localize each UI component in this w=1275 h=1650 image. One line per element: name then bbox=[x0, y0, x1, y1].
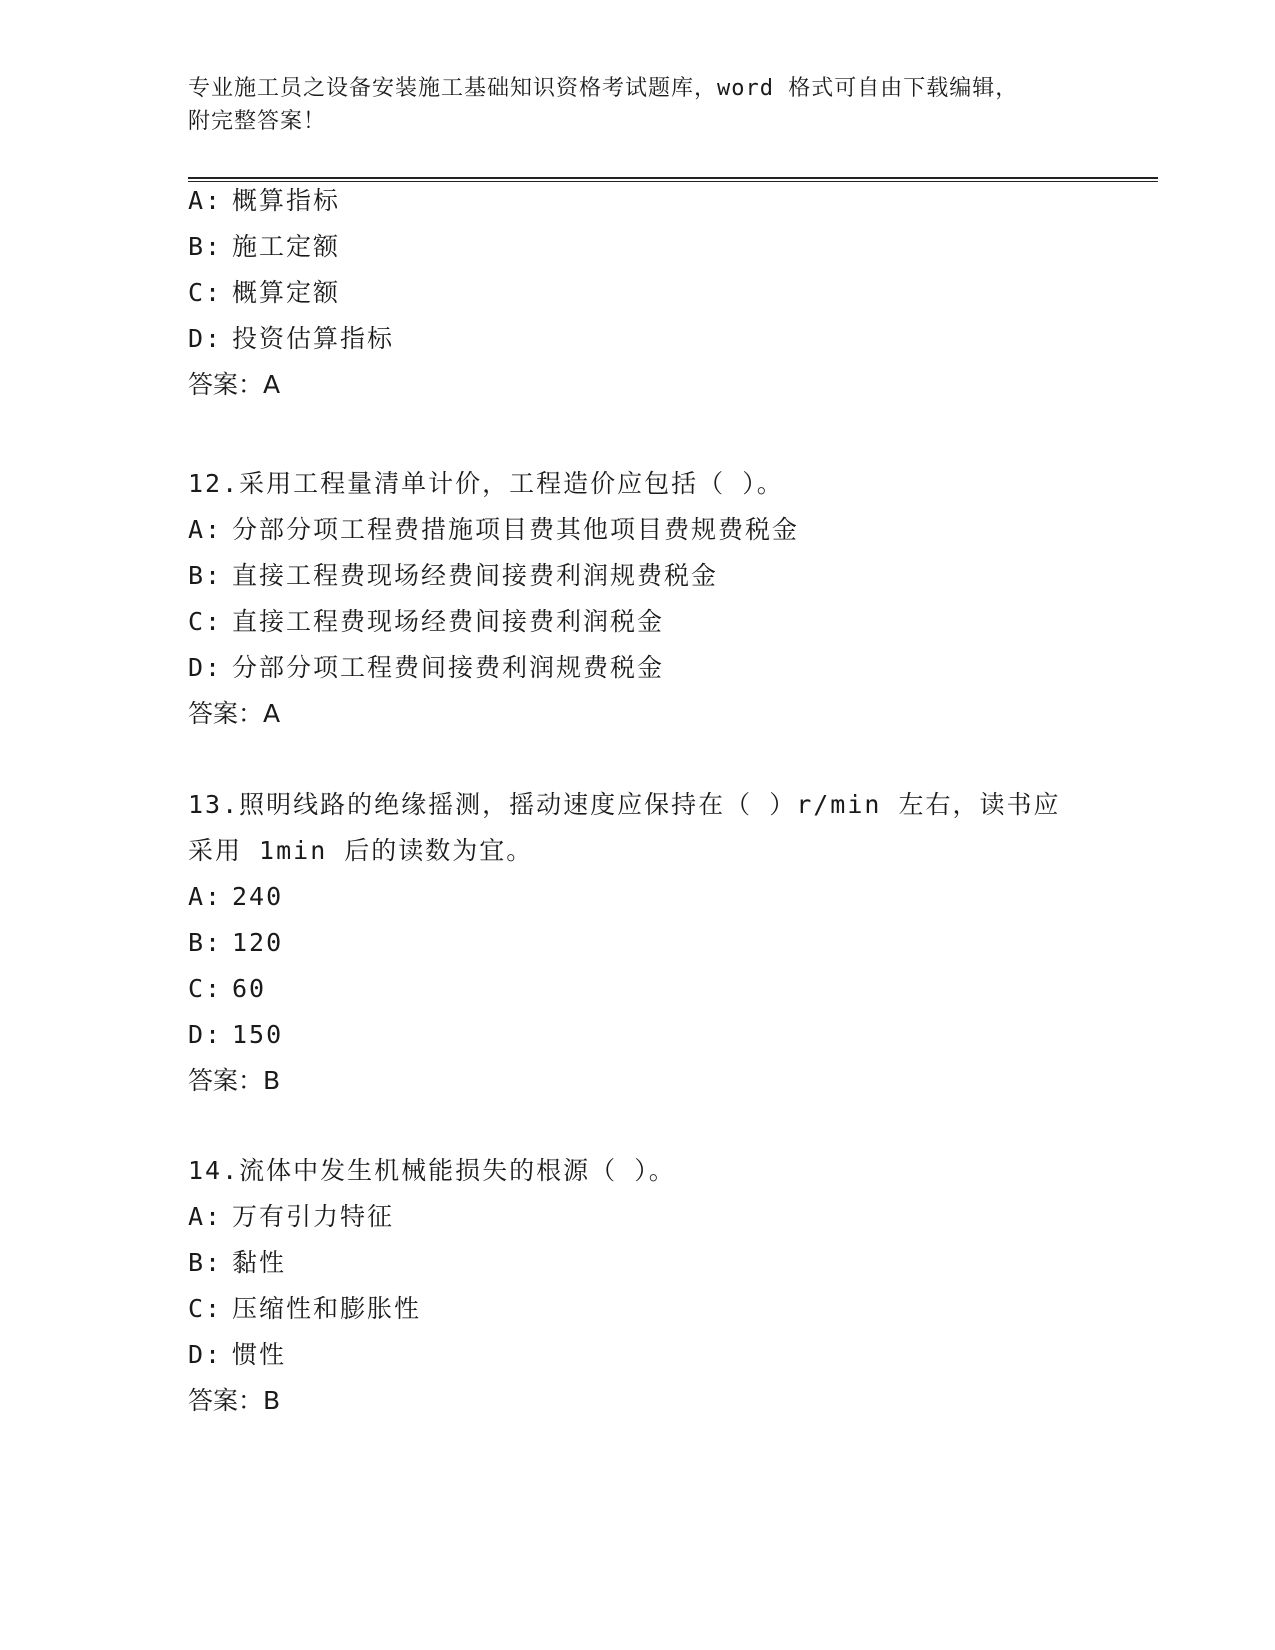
option-c bbox=[188, 599, 1158, 645]
question-text-continued: 采用 1min 后的读数为宜。 bbox=[188, 836, 534, 865]
option-d bbox=[188, 316, 1158, 362]
option-text: 150 bbox=[232, 1020, 284, 1049]
option-a bbox=[188, 507, 1158, 553]
option-text: 分部分项工程费间接费利润规费税金 bbox=[232, 653, 665, 682]
option-text: 概算定额 bbox=[232, 278, 341, 307]
option-key: C: bbox=[188, 607, 223, 636]
option-key: D: bbox=[188, 653, 223, 682]
option-text: 直接工程费现场经费间接费利润税金 bbox=[232, 607, 665, 636]
answer: 答案：B bbox=[188, 1386, 281, 1415]
option-key: A: bbox=[188, 1202, 223, 1231]
header-line-2: 附完整答案！ bbox=[188, 109, 327, 134]
option-text: 压缩性和膨胀性 bbox=[232, 1294, 422, 1323]
option-d bbox=[188, 1012, 1158, 1058]
option-key: B: bbox=[188, 1248, 223, 1277]
option-key: C: bbox=[188, 974, 223, 1003]
option-key: C: bbox=[188, 1294, 223, 1323]
option-text: 分部分项工程费措施项目费其他项目费规费税金 bbox=[232, 515, 800, 544]
option-a bbox=[188, 178, 1158, 224]
document-header bbox=[188, 72, 1088, 138]
question-11 bbox=[188, 178, 1158, 408]
answer: 答案：B bbox=[188, 1066, 281, 1095]
option-text: 120 bbox=[232, 928, 284, 957]
header-line-1: 专业施工员之设备安装施工基础知识资格考试题库，word 格式可自由下载编辑， bbox=[188, 76, 1019, 101]
option-d bbox=[188, 1332, 1158, 1378]
option-text: 黏性 bbox=[232, 1248, 287, 1277]
option-text: 万有引力特征 bbox=[232, 1202, 395, 1231]
option-text: 240 bbox=[232, 882, 284, 911]
question-text: 13.照明线路的绝缘摇测，摇动速度应保持在（ ）r/min 左右，读书应 bbox=[188, 790, 1061, 819]
option-key: A: bbox=[188, 882, 223, 911]
answer: 答案：A bbox=[188, 370, 281, 399]
option-text: 施工定额 bbox=[232, 232, 341, 261]
option-key: A: bbox=[188, 186, 223, 215]
option-a bbox=[188, 1194, 1158, 1240]
option-key: C: bbox=[188, 278, 223, 307]
option-c bbox=[188, 270, 1158, 316]
question-13 bbox=[188, 782, 1158, 1104]
question-12 bbox=[188, 461, 1158, 737]
option-text: 投资估算指标 bbox=[232, 324, 395, 353]
option-d bbox=[188, 645, 1158, 691]
option-text: 60 bbox=[232, 974, 267, 1003]
option-b bbox=[188, 1240, 1158, 1286]
option-text: 概算指标 bbox=[232, 186, 341, 215]
answer: 答案：A bbox=[188, 699, 281, 728]
option-b bbox=[188, 553, 1158, 599]
option-key: D: bbox=[188, 1340, 223, 1369]
option-key: B: bbox=[188, 561, 223, 590]
option-text: 直接工程费现场经费间接费利润规费税金 bbox=[232, 561, 719, 590]
option-key: D: bbox=[188, 324, 223, 353]
option-a bbox=[188, 874, 1158, 920]
option-key: D: bbox=[188, 1020, 223, 1049]
question-text: 14.流体中发生机械能损失的根源（ ）。 bbox=[188, 1156, 676, 1185]
question-14 bbox=[188, 1148, 1158, 1424]
question-text: 12.采用工程量清单计价，工程造价应包括（ ）。 bbox=[188, 469, 784, 498]
option-key: B: bbox=[188, 928, 223, 957]
option-c bbox=[188, 966, 1158, 1012]
option-b bbox=[188, 224, 1158, 270]
option-key: A: bbox=[188, 515, 223, 544]
option-c bbox=[188, 1286, 1158, 1332]
option-b bbox=[188, 920, 1158, 966]
option-text: 惯性 bbox=[232, 1340, 287, 1369]
option-key: B: bbox=[188, 232, 223, 261]
